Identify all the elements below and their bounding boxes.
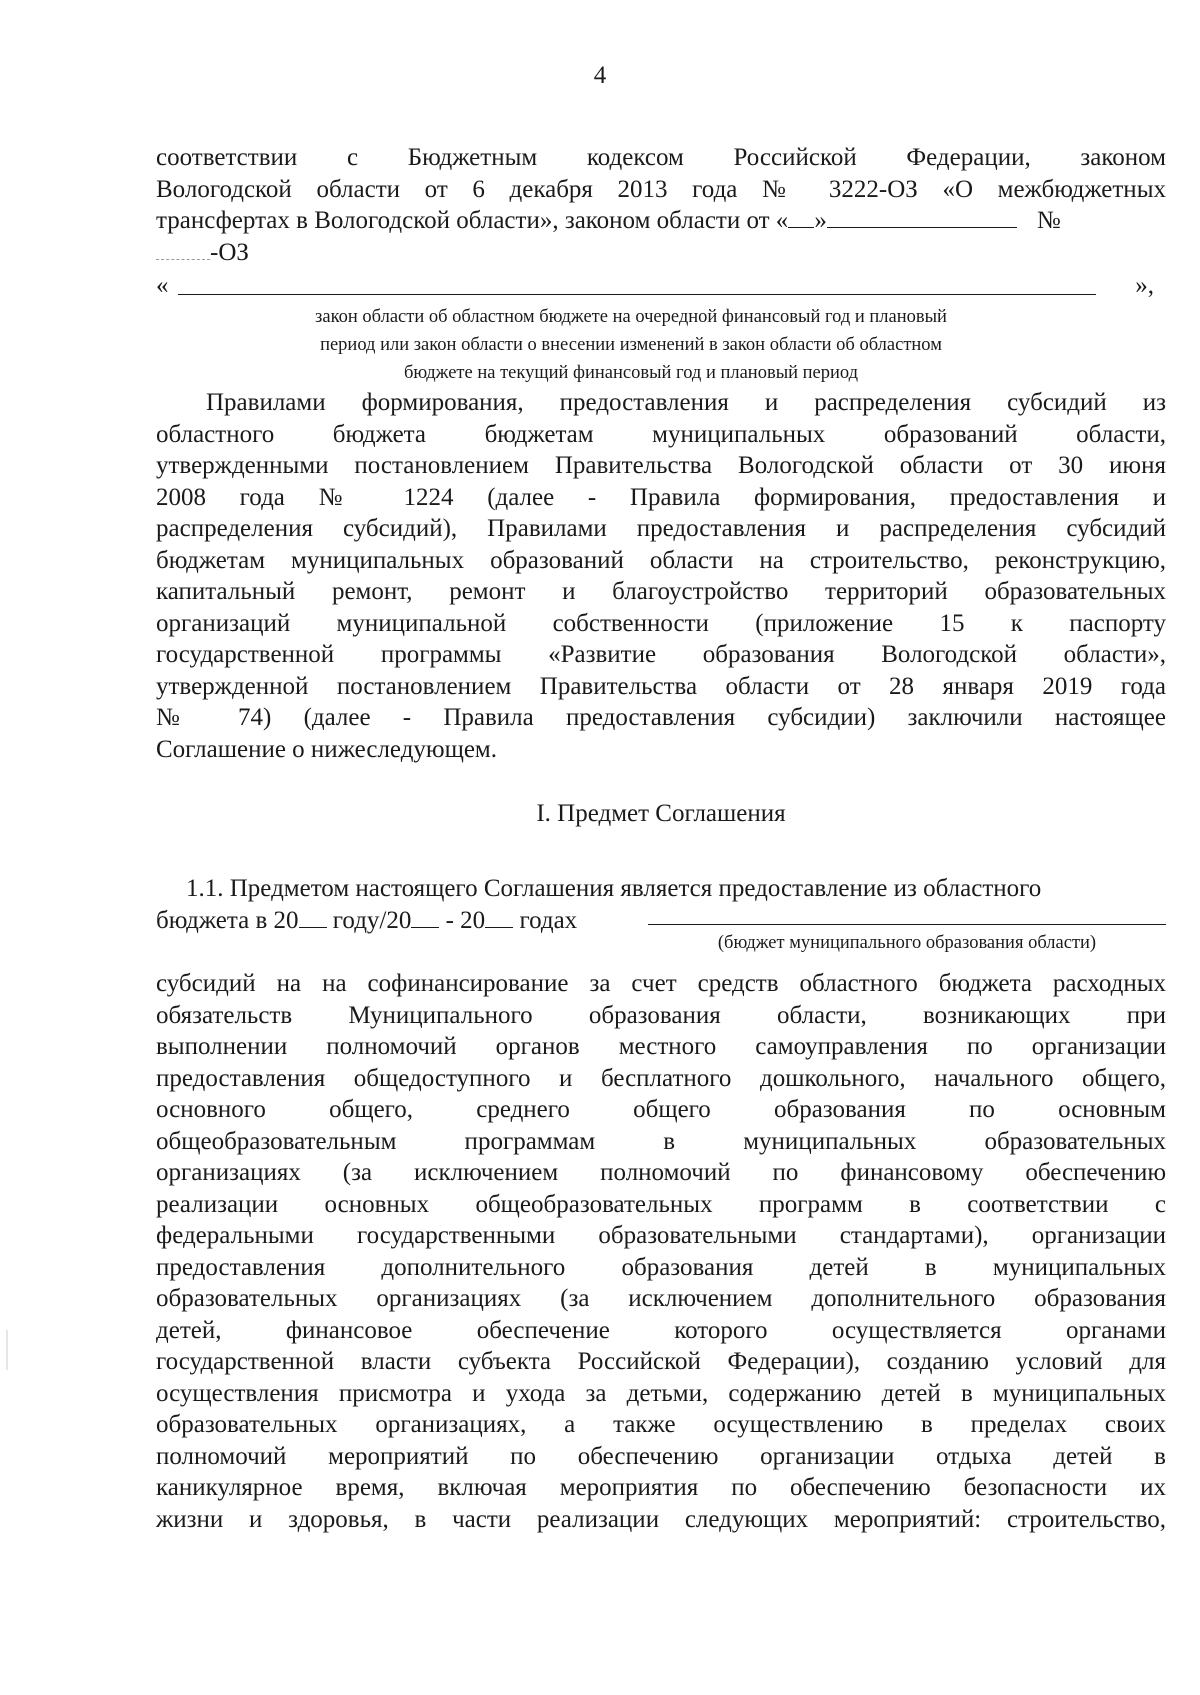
page-number: 4 [593, 62, 607, 89]
intro-line-1: соответствии с Бюджетным кодексом Российской Федерации, законом [156, 144, 1166, 171]
intro-line-4-suffix: -ОЗ [210, 238, 249, 266]
item-1-1-year-mid: году/20 [326, 906, 412, 934]
intro-line-3-text: трансфертах в Вологодской области», законом области от « [156, 207, 789, 234]
law-caption-line-3: бюджете на текущий финансовый год и плановый период [403, 363, 859, 383]
subsidy-paragraph-line: субсидий на на софинансирование за счет средств областного бюджета расходных [156, 970, 1166, 997]
subsidy-paragraph-line: жизни и здоровья, в части реализации следующих мероприятий: строительство, [156, 1505, 1166, 1533]
year-blank-3 [485, 907, 513, 928]
subsidy-paragraph-line: обязательств Муниципального образования области, возникающих при [156, 1001, 1166, 1029]
year-blank-1 [299, 907, 327, 928]
subsidy-paragraph-line: реализации основных общеобразовательных программ в соответствии с [156, 1190, 1166, 1218]
item-1-1-line-1: 1.1. Предметом настоящего Соглашения является предоставление из областного [186, 875, 1042, 902]
subsidy-paragraph-line: федеральными государственными образовательными стандартами), организации [156, 1222, 1166, 1249]
rules-paragraph-line: утвержденной постановлением Правительства области от 28 января 2019 года [156, 672, 1166, 700]
subsidy-paragraph-line: выполнении полномочий органов местного самоуправления по организации [156, 1033, 1166, 1060]
subsidy-paragraph-line: осуществления присмотра и ухода за детьми, содержанию детей в муниципальных [156, 1379, 1166, 1407]
law-number-sign: № [1036, 207, 1061, 234]
subsidy-paragraph-line: предоставления дополнительного образования детей в муниципальных [156, 1253, 1166, 1281]
rules-paragraph-line: утвержденными постановлением Правительства Вологодской области от 30 июня [156, 452, 1166, 479]
subsidy-paragraph-line: основного общего, среднего общего образования по основным [156, 1096, 1166, 1123]
subsidy-paragraph-line: полномочий мероприятий по обеспечению организации отдыха детей в [156, 1442, 1166, 1470]
law-date-blank [827, 207, 1017, 228]
law-caption-line-2: период или закон области о внесении изменений в закон области об областном [320, 335, 942, 355]
intro-line-4 [156, 237, 1166, 269]
item-1-1 [156, 873, 1166, 936]
law-day-blank [788, 207, 814, 228]
rules-paragraph-line: № 74) (далее - Правила предоставления субсидии) заключили настоящее [156, 704, 1166, 731]
rules-paragraph-line: бюджетам муниципальных образований области на строительство, реконструкцию, [156, 546, 1166, 574]
rules-paragraph-line: Соглашение о нижеследующем. [156, 735, 498, 763]
item-1-1-years-word: годах [513, 906, 578, 934]
subsidy-paragraph-line: детей, финансовое обеспечение которого осуществляется органами [156, 1316, 1166, 1344]
subsidy-paragraph-line: образовательных организациях (за исключением дополнительного образования [156, 1285, 1166, 1312]
law-number-blank [156, 239, 210, 260]
intro-block [156, 142, 1166, 268]
item-1-1-year-prefix: бюджета в 20 [156, 906, 299, 934]
law-name-blank [178, 294, 1096, 295]
rules-paragraph-line: 2008 года № 1224 (далее - Правила формирования, предоставления и [156, 483, 1166, 511]
item-1-1-year-range: - 20 [439, 906, 486, 934]
subsidy-paragraph-line: общеобразовательным программам в муниципальных образовательных [156, 1127, 1166, 1155]
intro-line-3 [156, 205, 1166, 237]
scan-margin-mark [6, 1330, 8, 1370]
subsidy-paragraph-line: каникулярное время, включая мероприятия по обеспечению безопасности их [156, 1474, 1166, 1501]
rules-paragraph-line: областного бюджета бюджетам муниципальных образований области, [156, 420, 1166, 448]
subsidy-paragraph-line: организациях (за исключением полномочий по финансовому обеспечению [156, 1159, 1166, 1186]
rules-paragraph-line: распределения субсидий), Правилами предоставления и распределения субсидий [156, 515, 1166, 542]
subsidy-paragraph [156, 968, 1166, 1535]
municipal-budget-caption: (бюджет муниципального образования области) [717, 933, 1097, 953]
intro-line-3-mid: » [814, 207, 827, 234]
subsidy-paragraph-line: предоставления общедоступного и бесплатного дошкольного, начального общего, [156, 1064, 1166, 1092]
subsidy-paragraph-line: государственной власти субъекта Российской Федерации), созданию условий для [156, 1348, 1166, 1375]
year-blank-2 [411, 907, 439, 928]
law-name-row [156, 272, 1166, 302]
subsidy-paragraph-line: образовательных организациях, а также осуществлению в пределах своих [156, 1411, 1166, 1438]
law-name-close-quote: », [1135, 272, 1154, 299]
municipal-budget-blank [648, 924, 1166, 925]
law-name-open-quote: « [156, 272, 169, 299]
rules-paragraph-line: государственной программы «Развитие образования Вологодской области», [156, 641, 1166, 668]
section-heading: I. Предмет Соглашения [536, 800, 786, 827]
rules-paragraph-line: капитальный ремонт, ремонт и благоустройство территорий образовательных [156, 578, 1166, 605]
law-caption [196, 303, 1066, 387]
rules-paragraph [156, 387, 1166, 765]
rules-paragraph-line: организаций муниципальной собственности (приложение 15 к паспорту [156, 609, 1166, 637]
intro-line-2: Вологодской области от 6 декабря 2013 года № 3222-ОЗ «О межбюджетных [156, 175, 1166, 203]
law-caption-line-1: закон области об областном бюджете на очередной финансовый год и плановый [315, 307, 947, 327]
rules-paragraph-line: Правилами формирования, предоставления и распределения субсидий из [206, 389, 1166, 416]
